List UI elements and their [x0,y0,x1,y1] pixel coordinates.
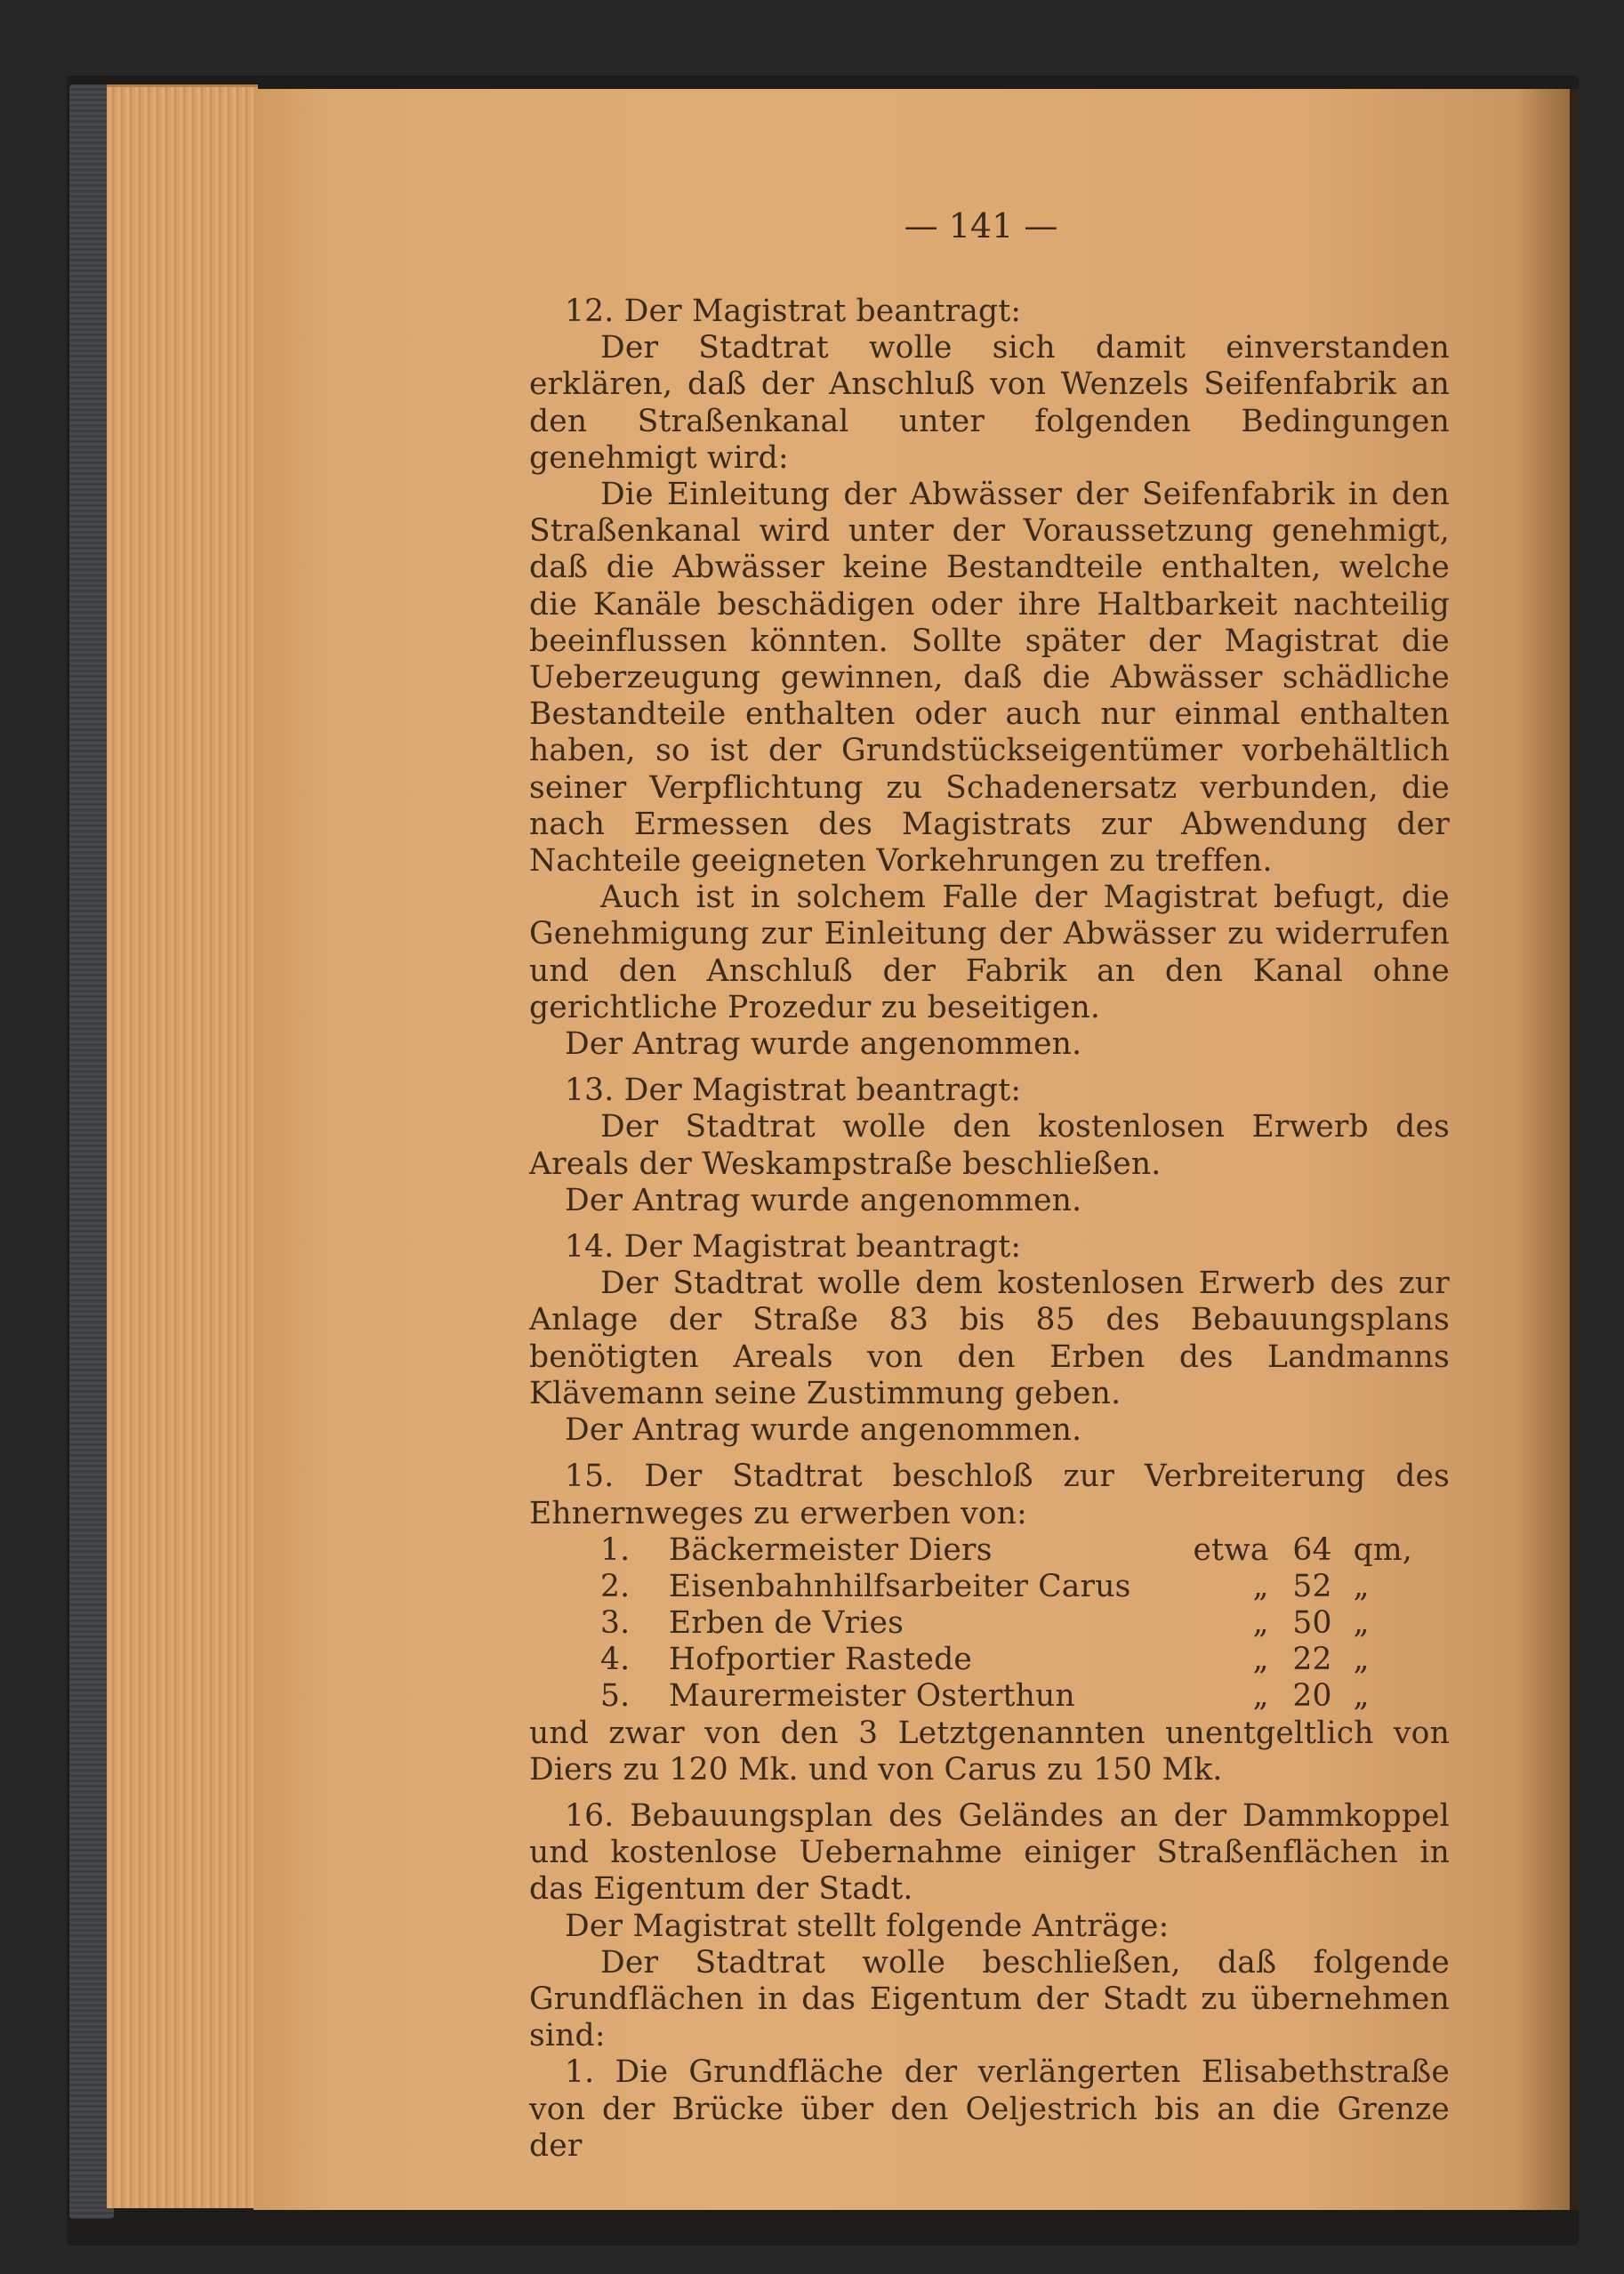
item-16-heading: 16. Bebauungsplan des Geländes an der Dammkoppel und kostenlose Uebernahme einiger Straßenflächen in das Eigentum der Stadt. [529,1798,1450,1908]
item-14-result: Der Antrag wurde angenommen. [565,1412,1082,1449]
item-15-heading: 15. Der Stadtrat beschloß zur Verbreiterung des Ehnernweges zu erwerben von: [529,1458,1450,1531]
item-12-result: Der Antrag wurde angenommen. [565,1026,1082,1063]
list-item: 2. Eisenbahnhilfsarbeiter Carus „ 52 „ [600,1568,1370,1604]
page-stack-edges [107,84,258,2208]
list-item: 5. Maurermeister Osterthun „ 20 „ [600,1678,1370,1715]
list-item: 4. Hofportier Rastede „ 22 „ [600,1642,1370,1678]
item-13-result: Der Antrag wurde angenommen. [565,1182,1082,1218]
item-14-heading: 14. Der Magistrat beantragt: [565,1229,1022,1266]
item-12-condition: Die Einleitung der Abwässer der Seifenfabrik in den Straßenkanal wird unter der Voraussetzung genehmigt, daß die Abwässer keine Bestandteile enthalten, welche die Kanäle beschädigen oder ihre Haltbarkeit nachteilig beeinflussen könnten. Sollte später der Magistrat die Ueberzeugung gewinnen, daß die Abwässer schädliche Bestandteile enthalten oder auch nur einmal enthalten haben, so ist der Grundstückseigentümer vorbehältlich seiner Verpflichtung zu Schadenersatz verbunden, die nach Ermessen des Magistrats zur Abwendung der Nachteile geeigneten Vorkehrungen zu treffen. [529,477,1450,880]
item-16-body: Der Stadtrat wolle beschließen, daß folgende Grundflächen in das Eigentum der Stadt zu übernehmen sind: [529,1944,1450,2054]
page-gutter-shadow [1516,89,1579,2210]
item-14-body: Der Stadtrat wolle dem kostenlosen Erwerb des zur Anlage der Straße 83 bis 85 des Bebauungsplans benötigten Areals von den Erben des Landmanns Klävemann seine Zustimmung geben. [529,1266,1450,1411]
item-16-subheading: Der Magistrat stellt folgende Anträge: [565,1908,1170,1944]
page-text [529,293,1450,2165]
page-number: — 141 — [904,206,1058,245]
item-16-point-1: 1. Die Grundfläche der verlängerten Elisabethstraße von der Brücke über den Oeljestrich bis an die Grenze der [529,2054,1450,2164]
item-12-body: Der Stadtrat wolle sich damit einverstanden erklären, daß der Anschluß von Wenzels Seifenfabrik an den Straßenkanal unter folgenden Bedingungen genehmigt wird: [529,330,1450,476]
item-12-revocation: Auch ist in solchem Falle der Magistrat befugt, die Genehmigung zur Einleitung der Abwässer zu widerrufen und den Anschluß der Fabrik an den Kanal ohne gerichtliche Prozedur zu beseitigen. [529,880,1450,1025]
list-item: 1. Bäckermeister Diers etwa 64 qm, [600,1531,1413,1568]
item-15-tail: und zwar von den 3 Letztgenannten unentgeltlich von Diers zu 120 Mk. und von Carus zu 150 Mk. [529,1715,1450,1788]
list-item: 3. Erben de Vries „ 50 „ [600,1605,1370,1642]
acquisition-list [529,1532,1450,1716]
item-13-heading: 13. Der Magistrat beantragt: [565,1073,1022,1109]
item-12-heading: 12. Der Magistrat beantragt: [565,293,1022,329]
item-13-body: Der Stadtrat wolle den kostenlosen Erwerb des Areals der Weskampstraße beschließen. [529,1109,1450,1182]
